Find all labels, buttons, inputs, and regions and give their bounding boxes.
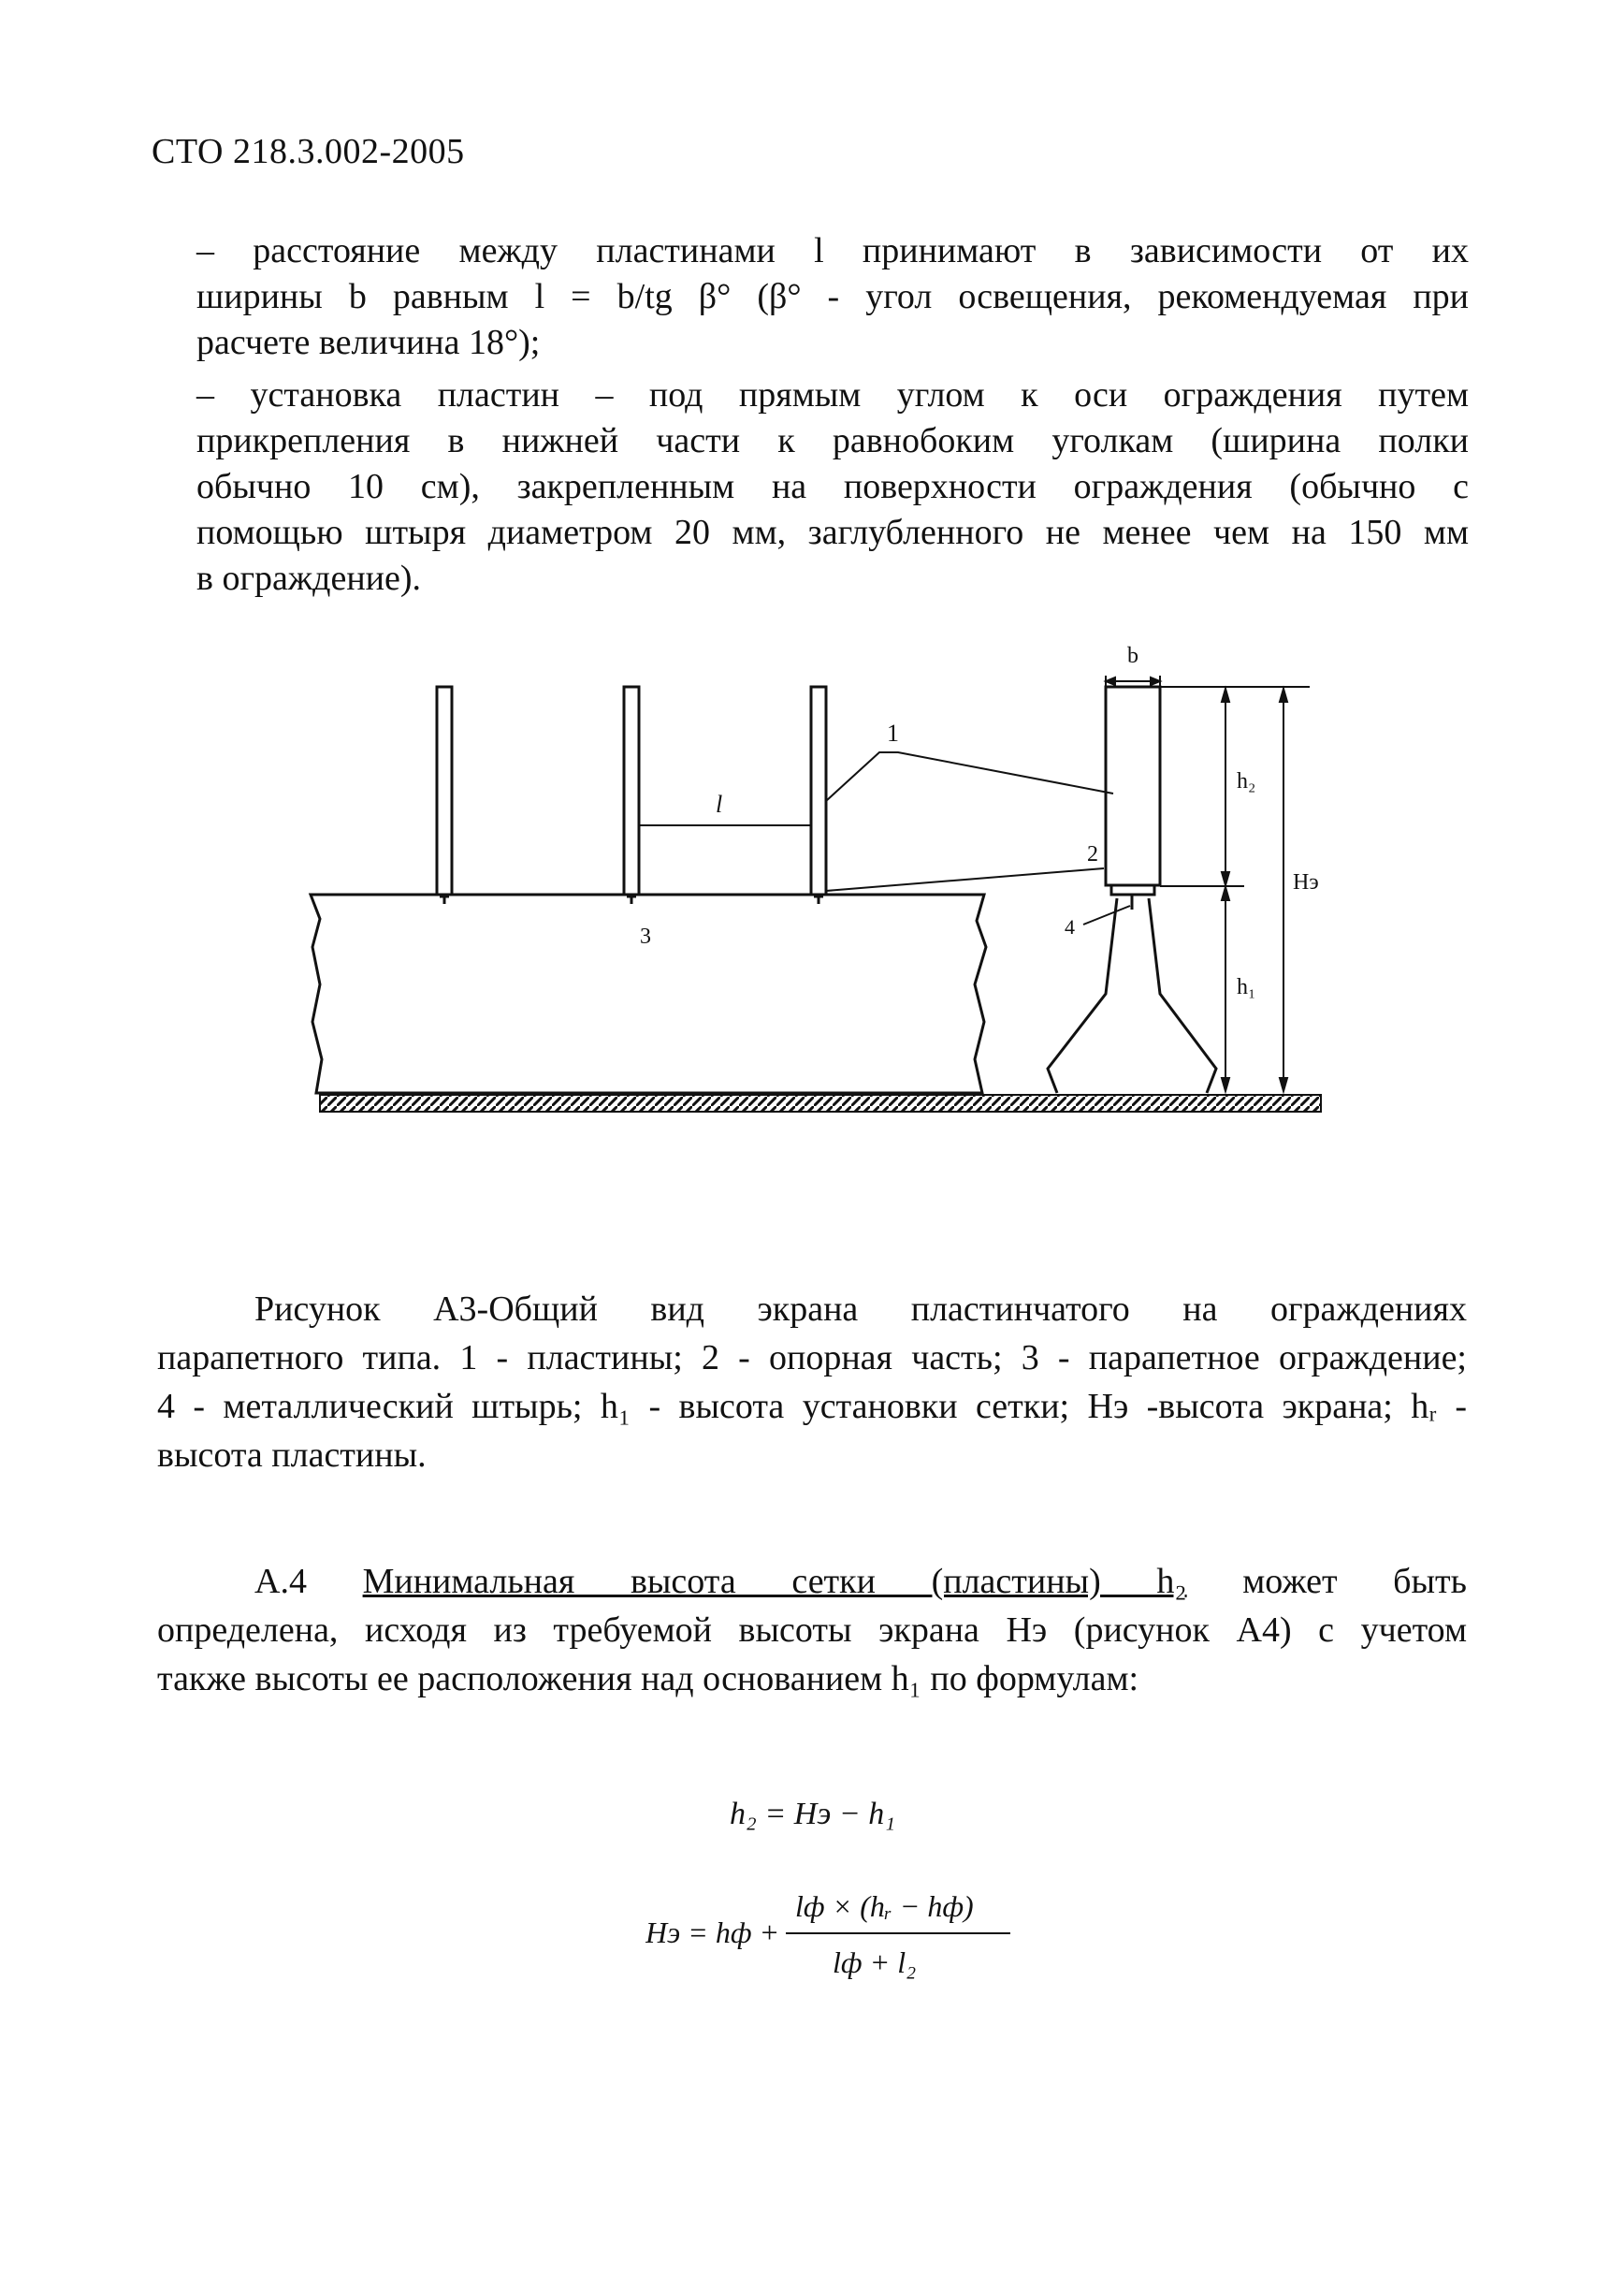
plate xyxy=(624,687,639,895)
dim-arrow xyxy=(1222,1078,1229,1091)
section-line1-rest: может быть xyxy=(1242,1562,1467,1601)
plate xyxy=(437,687,452,895)
paragraph-plate-spacing xyxy=(196,228,1469,366)
figure-caption xyxy=(157,1285,1467,1479)
leader-4 xyxy=(1083,906,1130,925)
formula-lhs: Hэ = hф + xyxy=(645,1916,780,1949)
label-b: b xyxy=(1127,644,1138,668)
dim-arrow xyxy=(1280,689,1287,702)
label-3: 3 xyxy=(640,925,651,949)
label-H3: Hэ xyxy=(1293,870,1319,895)
section-line: определена, исходя из требуемой высоты экрана Hэ (рисунок А4) с учетом xyxy=(157,1610,1467,1650)
dim-arrow xyxy=(1222,872,1229,885)
pin-mark xyxy=(440,896,449,904)
label-h1: h₁ xyxy=(1237,975,1256,999)
plate-section xyxy=(1106,687,1160,885)
text-line: в ограждение). xyxy=(196,559,422,598)
section-number: А.4 xyxy=(254,1562,307,1601)
text-line: – установка пластин – под прямым углом к оси ограждения путем xyxy=(196,375,1469,415)
caption-line: парапетного типа. 1 - пластины; 2 - опорная часть; 3 - парапетное ограждение; xyxy=(157,1338,1467,1377)
caption-line: Рисунок А3-Общий вид экрана пластинчатого на ограждениях xyxy=(254,1289,1467,1329)
figure-a3-screen-diagram xyxy=(299,629,1328,1139)
leader-1 xyxy=(826,752,1113,801)
text-line: помощью штыря диаметром 20 мм, заглубленного не менее чем на 150 мм xyxy=(196,513,1469,552)
label-l: l xyxy=(716,791,723,818)
formula-H3 xyxy=(645,1881,1038,2011)
paragraph-plate-installation xyxy=(196,372,1469,602)
caption-line: 4 - металлический штырь; h₁ - высота установки сетки; Hэ -высота экрана; hᵣ - xyxy=(157,1387,1467,1426)
document-code: СТО 218.3.002-2005 xyxy=(152,132,465,171)
label-2: 2 xyxy=(1087,842,1098,867)
dim-arrow xyxy=(1222,689,1229,702)
dim-arrow xyxy=(1222,887,1229,900)
support-part xyxy=(1111,885,1154,895)
leader-2 xyxy=(826,868,1104,891)
formula-h2: h₂ = Hэ − h₁ xyxy=(730,1797,896,1831)
section-title: Минимальная высота сетки (пластины) h₂ xyxy=(362,1562,1187,1601)
text-line: расчете величина 18°); xyxy=(196,323,541,362)
caption-line: высота пластины. xyxy=(157,1435,427,1475)
section-a4-first-line xyxy=(157,1557,1467,1606)
pin-mark xyxy=(814,896,823,904)
formula-denominator: lф + l₂ xyxy=(833,1945,917,1979)
text-line: обычно 10 см), закрепленным на поверхности ограждения (обычно с xyxy=(196,467,1469,506)
label-h2: h₂ xyxy=(1237,769,1256,794)
section-line: также высоты ее расположения над основанием h₁ по формулам: xyxy=(157,1659,1139,1698)
label-1: 1 xyxy=(887,720,899,747)
dim-arrow xyxy=(1280,1078,1287,1091)
plate xyxy=(811,687,826,895)
ground-strip xyxy=(320,1095,1321,1112)
text-line: – расстояние между пластинами l принимают в зависимости от их xyxy=(196,231,1469,270)
pin-mark xyxy=(627,896,636,904)
text-line: прикрепления в нижней части к равнобоким уголкам (ширина полки xyxy=(196,421,1469,460)
text-line: ширины b равным l = b/tg β° (β° - угол освещения, рекомендуемая при xyxy=(196,277,1469,316)
section-a4 xyxy=(157,1557,1467,1703)
label-4: 4 xyxy=(1065,915,1075,939)
formula-numerator: lф × (hᵣ − hф) xyxy=(795,1889,974,1923)
